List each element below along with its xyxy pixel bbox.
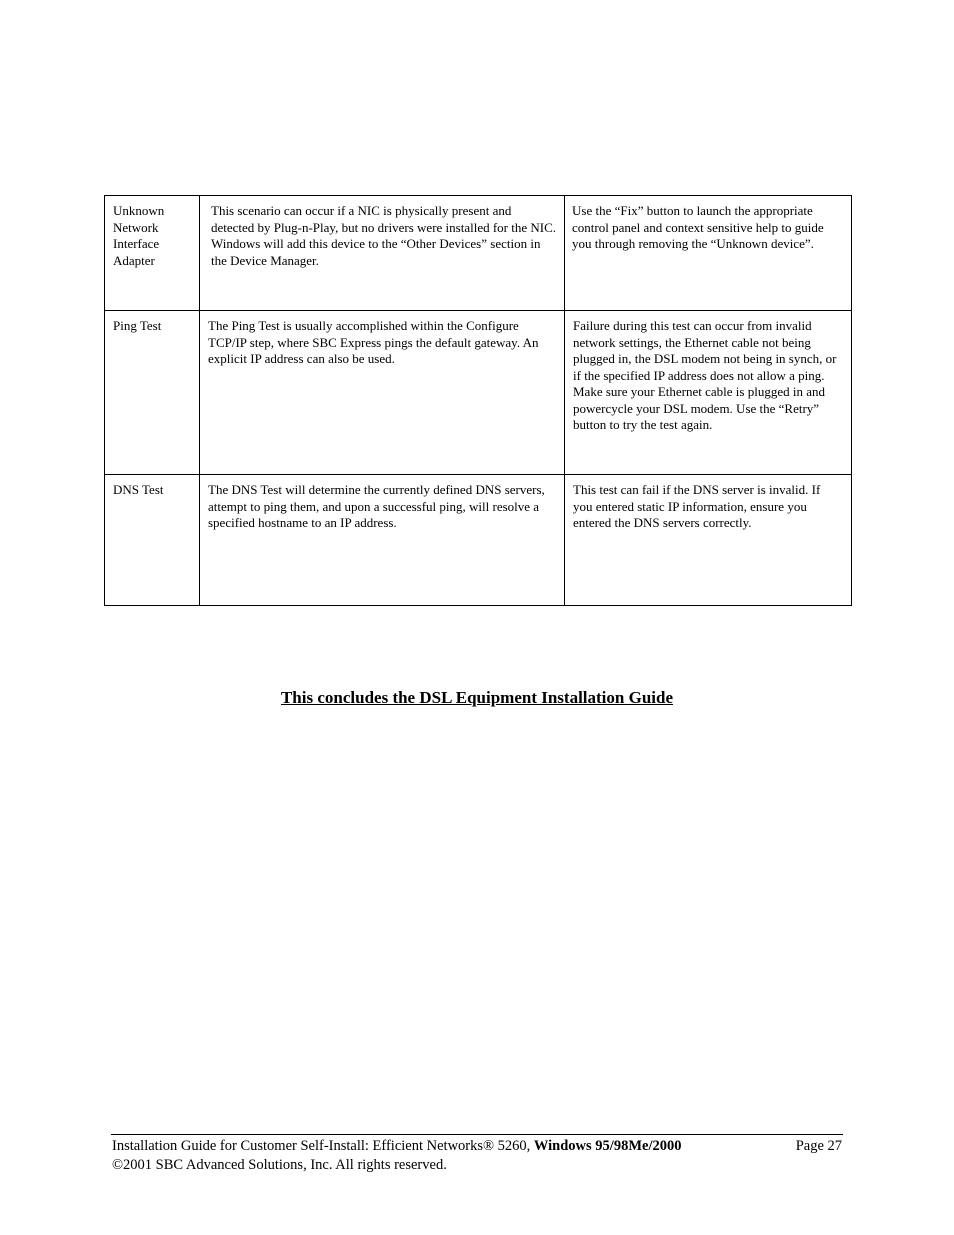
test-name: Ping Test [113,318,162,333]
closing-heading: This concludes the DSL Equipment Installation Guide [280,688,674,707]
footer-guide-os: Windows 95/98Me/2000 [533,1138,682,1154]
description-cell [200,475,565,606]
page-number: Page 27 [795,1138,842,1154]
description-cell [200,196,565,311]
test-resolution: Use the “Fix” button to launch the appropriate control panel and context sensitive help to guide you through removing the “Unknown device”. [572,203,824,251]
footer-guide-line [112,1137,842,1155]
test-name: Unknown Network Interface Adapter [113,203,165,268]
footer-copyright: ©2001 SBC Advanced Solutions, Inc. All rights reserved. [112,1157,447,1173]
test-description: This scenario can occur if a NIC is physically present and detected by Plug-n-Play, but no drivers were installed for the NIC. Windows will add this device to the “Other Devices” section in the Device Manager. [211,203,557,268]
description-cell [200,311,565,475]
resolution-cell [565,196,852,311]
test-description: The DNS Test will determine the currently defined DNS servers, attempt to ping them, and upon a successful ping, will resolve a specified hostname to an IP address. [208,482,545,530]
footer-guide-title: Installation Guide for Customer Self-Install: Efficient Networks® 5260, [112,1138,534,1154]
table-row [105,196,852,311]
test-name-cell [105,196,200,311]
test-resolution: Failure during this test can occur from invalid network settings, the Ethernet cable not being plugged in, the DSL modem not being in synch, or if the specified IP address does not allow a ping. [573,318,837,383]
test-resolution: This test can fail if the DNS server is invalid. If you entered static IP information, ensure you entered the DNS servers correctly. [573,482,821,530]
table-row [105,311,852,475]
troubleshooting-table [104,195,852,606]
test-resolution-advice: Make sure your Ethernet cable is plugged in and powercycle your DSL modem. Use the “Retry” button to try the test again. [573,384,825,432]
resolution-cell [565,311,852,475]
table-row [105,475,852,606]
test-description: The Ping Test is usually accomplished within the Configure TCP/IP step, where SBC Express pings the default gateway. An explicit IP address can also be used. [208,318,539,366]
test-name-cell [105,475,200,606]
footer-divider [111,1134,843,1135]
test-name-cell [105,311,200,475]
test-name: DNS Test [113,482,164,497]
resolution-cell [565,475,852,606]
